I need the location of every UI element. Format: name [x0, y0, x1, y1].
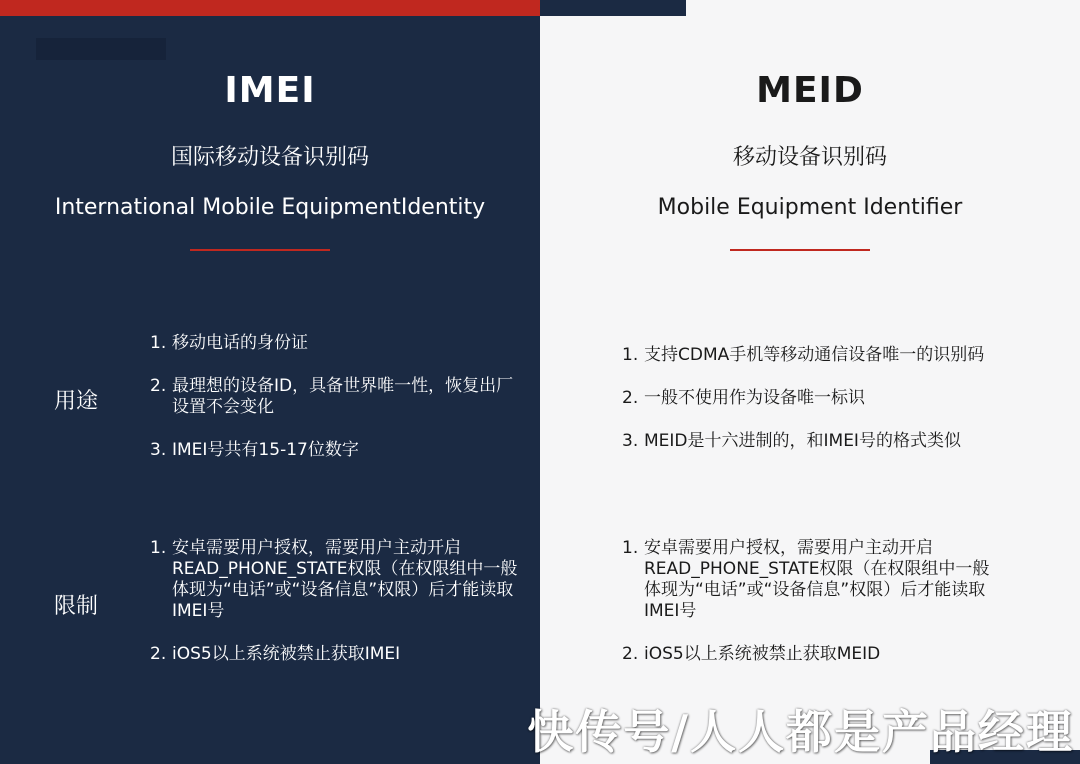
list-item: 1. 支持CDMA手机等移动通信设备唯一的识别码: [622, 345, 985, 365]
meid-usage-list: [622, 345, 1042, 474]
limits-label: 限制: [54, 594, 99, 619]
imei-usage-list: [150, 333, 520, 483]
list-item: 2. 最理想的设备ID，具备世界唯一性，恢复出厂设置不会变化: [150, 376, 514, 417]
list-item: 3. IMEI号共有15-17位数字: [150, 440, 359, 460]
list-item: 1. 安卓需要用户授权，需要用户主动开启READ_PHONE_STATE权限（在权限组中一般体现为“电话”或“设备信息”权限）后才能读取IMEI号: [622, 538, 990, 621]
top-accent-bar-red: [0, 0, 540, 16]
top-accent-bar-dark: [540, 0, 686, 16]
list-item: 2. iOS5以上系统被禁止获取MEID: [622, 644, 881, 664]
meid-subtitle-cn: 移动设备识别码: [732, 145, 887, 170]
meid-title: MEID: [756, 70, 864, 111]
imei-subtitle-cn: 国际移动设备识别码: [170, 145, 369, 170]
imei-divider: [190, 249, 330, 251]
usage-label: 用途: [54, 389, 99, 414]
corner-decoration: [36, 38, 166, 60]
list-item: 1. 安卓需要用户授权，需要用户主动开启READ_PHONE_STATE权限（在权限组中一般体现为“电话”或“设备信息”权限）后才能读取IMEI号: [150, 538, 518, 621]
imei-subtitle-en: International Mobile EquipmentIdentity: [54, 195, 486, 220]
meid-limits-list: [622, 538, 992, 687]
list-item: 2. iOS5以上系统被禁止获取IMEI: [150, 644, 401, 664]
list-item: 3. MEID是十六进制的，和IMEI号的格式类似: [622, 431, 961, 451]
source-watermark: 快传号/人人都是产品经理: [527, 705, 1074, 759]
imei-limits-list: [150, 538, 520, 687]
meid-divider: [730, 249, 870, 251]
list-item: 2. 一般不使用作为设备唯一标识: [622, 388, 865, 408]
meid-panel: [540, 0, 1080, 764]
imei-title: IMEI: [224, 70, 316, 111]
meid-subtitle-en: Mobile Equipment Identifier: [657, 195, 963, 220]
list-item: 1. 移动电话的身份证: [150, 333, 308, 353]
